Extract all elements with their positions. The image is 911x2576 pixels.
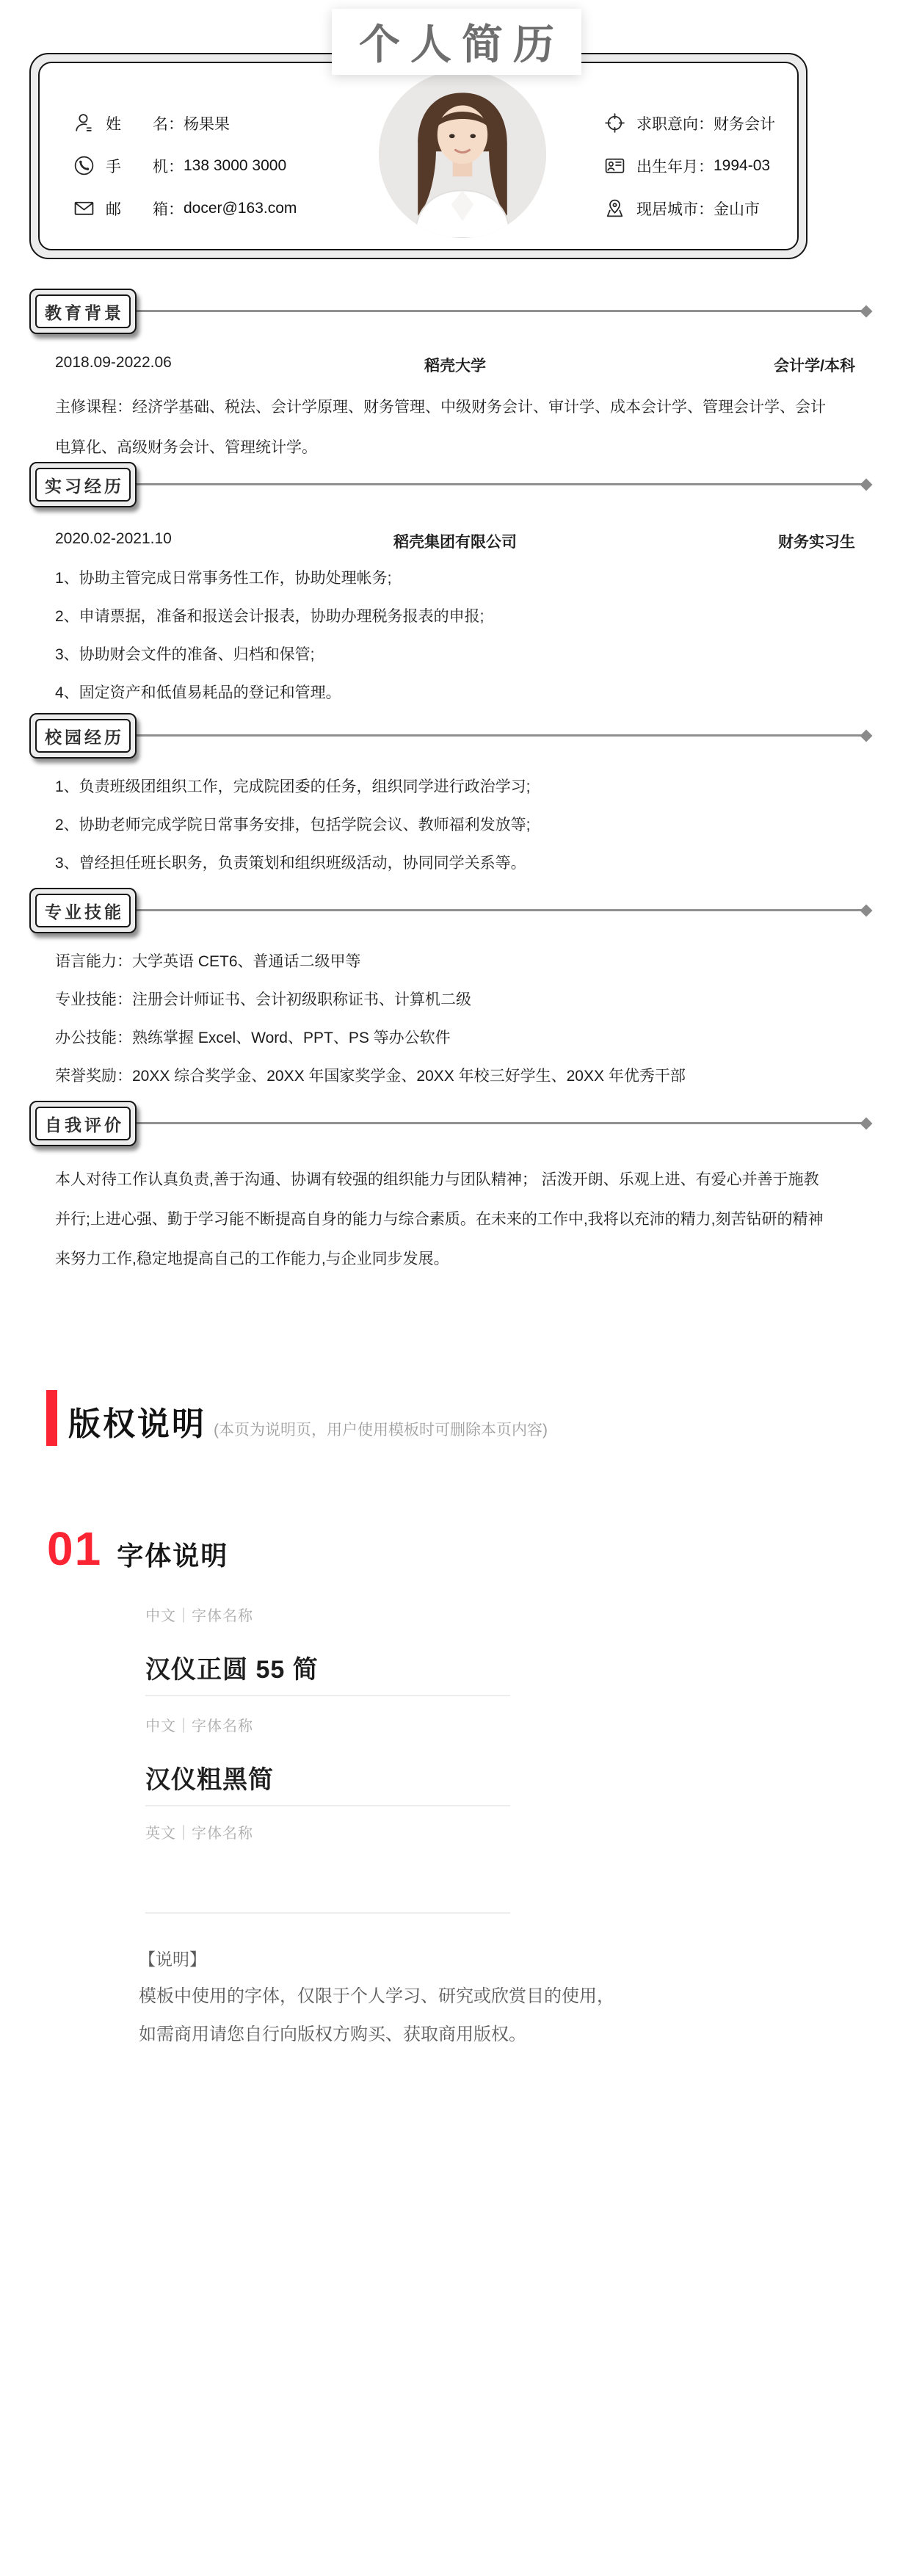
paragraph-line: 本人对待工作认真负责,善于沟通、协调有较强的组织能力与团队精神； 活泼开朗、乐观上进、有爱心并善于施教 <box>55 1171 819 1188</box>
internship-position: 财务实习生 <box>777 534 855 551</box>
education-row <box>55 354 855 376</box>
font-entry-name <box>145 1867 512 1897</box>
skills-list <box>55 943 858 1096</box>
section-title-box <box>29 888 137 933</box>
copyright-section <box>46 1390 548 1446</box>
font-entry-label: 英文｜字体名称 <box>145 1826 253 1842</box>
objective-row <box>603 112 775 134</box>
section-line <box>137 310 867 312</box>
internship-company: 稻壳集团有限公司 <box>393 534 517 551</box>
paragraph-line: 来努力工作,稳定地提高自己的工作能力,与企业同步发展。 <box>55 1251 449 1267</box>
diamond-endpoint-icon <box>860 904 873 916</box>
note-title: 【说明】 <box>139 1950 206 1969</box>
red-accent-bar <box>46 1390 57 1446</box>
objective-value: 财务会计 <box>714 115 775 133</box>
font-entry <box>145 1607 512 1696</box>
list-item: 语言能力：大学英语 CET6、普通话二级甲等 <box>55 953 361 970</box>
field-label: 出生年月： <box>636 158 714 176</box>
idcard-icon <box>603 154 626 177</box>
section-title: 教育背景 <box>35 294 131 328</box>
font-entry-label: 中文｜字体名称 <box>145 1718 253 1734</box>
field-label: 现居城市： <box>636 200 714 218</box>
education-courses <box>55 387 858 468</box>
section-line <box>137 734 867 737</box>
section-line <box>137 1122 867 1124</box>
font-entry <box>145 1717 512 1806</box>
divider-line <box>145 1805 510 1806</box>
section-header-internship <box>29 462 867 507</box>
field-label: 求职意向： <box>636 115 714 133</box>
section-line <box>137 909 867 911</box>
section-title-box <box>29 462 137 507</box>
font-section-heading <box>47 1522 228 1576</box>
font-entry-name: 汉仪粗黑简 <box>145 1766 274 1794</box>
name-value: 杨果果 <box>184 115 230 133</box>
divider-line <box>145 1912 510 1914</box>
city-value: 金山市 <box>714 200 760 218</box>
contact-column-right <box>603 112 775 220</box>
field-label2: 机： <box>153 158 184 176</box>
email-row <box>73 197 297 220</box>
education-period: 2018.09-2022.06 <box>55 354 172 371</box>
diamond-endpoint-icon <box>860 305 873 317</box>
field-label: 姓 <box>106 115 121 133</box>
section-title: 自我评价 <box>35 1107 131 1140</box>
note-line: 如需商用请您自行向版权方购买、获取商用版权。 <box>139 2025 526 2044</box>
header-card-inner <box>38 62 799 250</box>
email-value: docer@163.com <box>184 199 297 217</box>
field-label: 手 <box>106 158 121 176</box>
list-item: 3、曾经担任班长职务，负责策划和组织班级活动，协同同学关系等。 <box>55 855 526 872</box>
self-evaluation-text <box>55 1160 858 1279</box>
list-item: 3、协助财会文件的准备、归档和保管; <box>55 646 315 663</box>
target-icon <box>603 112 626 134</box>
font-usage-note <box>139 1948 614 2054</box>
page-title: 个人简历 <box>332 9 581 75</box>
city-row <box>603 197 775 220</box>
section-line <box>137 483 867 485</box>
section-header-skills <box>29 888 867 933</box>
copyright-note: (本页为说明页，用户使用模板时可删除本页内容) <box>214 1422 548 1439</box>
divider-line <box>145 1695 510 1696</box>
note-line: 模板中使用的字体，仅限于个人学习、研究或欣赏目的使用， <box>139 1986 614 2006</box>
phone-row <box>73 154 297 177</box>
contact-column-left <box>73 112 297 220</box>
section-title-box <box>29 713 137 759</box>
internship-row <box>55 530 855 552</box>
section-number: 01 <box>47 1522 103 1575</box>
phone-icon <box>73 154 95 177</box>
diamond-endpoint-icon <box>860 478 873 491</box>
field-label: 邮 <box>106 200 121 218</box>
courses-line: 电算化、高级财务会计、管理统计学。 <box>55 439 317 456</box>
section-header-campus <box>29 713 867 759</box>
section-title: 实习经历 <box>35 468 131 502</box>
internship-period: 2020.02-2021.10 <box>55 530 172 547</box>
font-entry <box>145 1824 512 1914</box>
diamond-endpoint-icon <box>860 729 873 742</box>
name-row <box>73 112 297 134</box>
section-header-self-evaluation <box>29 1101 867 1146</box>
section-title: 专业技能 <box>35 894 131 927</box>
birth-row <box>603 154 775 177</box>
education-school: 稻壳大学 <box>424 358 486 375</box>
section-title-box <box>29 1101 137 1146</box>
avatar <box>379 70 546 238</box>
location-icon <box>603 197 626 220</box>
list-item: 1、负责班级团组织工作，完成院团委的任务，组织同学进行政治学习; <box>55 778 531 795</box>
internship-bullets <box>55 560 858 712</box>
list-item: 荣誉奖励：20XX 综合奖学金、20XX 年国家奖学金、20XX 年校三好学生、20XX 年优秀干部 <box>55 1068 686 1085</box>
list-item: 2、申请票据，准备和报送会计报表，协助办理税务报表的申报; <box>55 608 484 625</box>
list-item: 专业技能：注册会计师证书、会计初级职称证书、计算机二级 <box>55 991 471 1008</box>
education-degree: 会计学/本科 <box>774 358 855 375</box>
copyright-heading-row <box>68 1390 548 1444</box>
list-item: 4、固定资产和低值易耗品的登记和管理。 <box>55 684 341 701</box>
font-section-title: 字体说明 <box>117 1541 229 1571</box>
field-label2: 箱： <box>153 200 184 218</box>
campus-bullets <box>55 768 858 883</box>
birth-value: 1994-03 <box>714 156 771 174</box>
list-item: 办公技能：熟练掌握 Excel、Word、PPT、PS 等办公软件 <box>55 1030 451 1046</box>
diamond-endpoint-icon <box>860 1117 873 1129</box>
section-header-education <box>29 289 867 334</box>
phone-value: 138 3000 3000 <box>184 156 287 174</box>
header-card <box>29 21 807 259</box>
list-item: 1、协助主管完成日常事务性工作，协助处理帐务; <box>55 570 392 587</box>
paragraph-line: 并行;上进心强、勤于学习能不断提高自身的能力与综合素质。在未来的工作中,我将以充沛的精力,刻苦钻研的精神 <box>55 1211 824 1228</box>
person-icon <box>73 112 95 134</box>
field-label2: 名： <box>153 115 184 133</box>
font-entry-name: 汉仪正圆 55 简 <box>145 1656 319 1684</box>
courses-line: 主修课程：经济学基础、税法、会计学原理、财务管理、中级财务会计、审计学、成本会计学、管理会计学、会计 <box>55 399 826 416</box>
section-title: 校园经历 <box>35 719 131 753</box>
mail-icon <box>73 197 95 220</box>
copyright-heading: 版权说明 <box>68 1406 206 1442</box>
font-entry-label: 中文｜字体名称 <box>145 1608 253 1624</box>
list-item: 2、协助老师完成学院日常事务安排，包括学院会议、教师福利发放等; <box>55 817 531 833</box>
section-title-box <box>29 289 137 334</box>
